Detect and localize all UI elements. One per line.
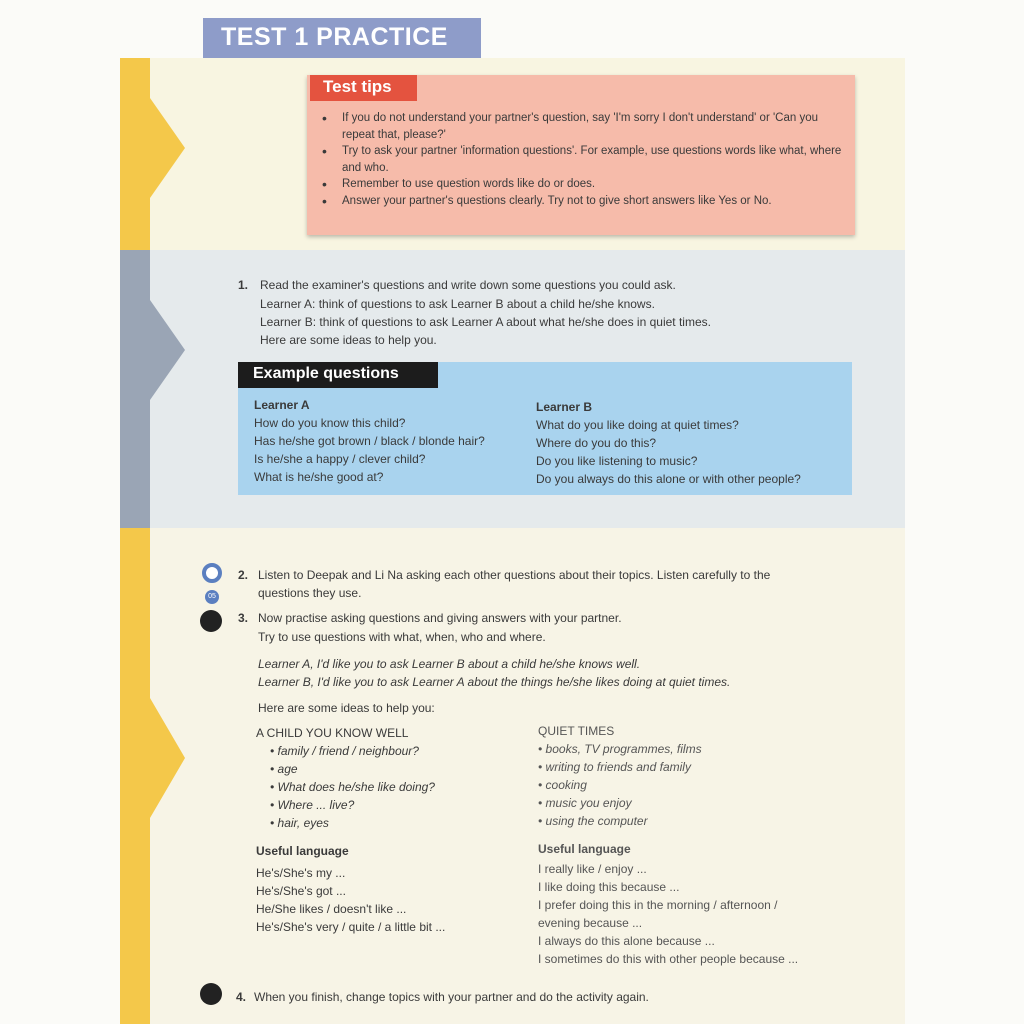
phrase: He/She likes / doesn't like ... [256,902,407,916]
idea-item: • music you enjoy [538,796,632,810]
phrase: He's/She's my ... [256,866,346,880]
phrase: I really like / enjoy ... [538,862,647,876]
arrow-marker [150,698,185,818]
idea-text: Where ... live? [277,798,355,812]
task4-text: When you finish, change topics with your partner and do the activity again. [254,990,649,1004]
question: Where do you do this? [536,436,657,450]
idea-text: writing to friends and family [545,760,691,774]
idea-item: • What does he/she like doing? [270,780,435,794]
track-number-badge: 05 [205,590,219,604]
learner-a-questions [254,396,485,486]
idea-text: hair, eyes [277,816,329,830]
phrase: I like doing this because ... [538,880,680,894]
section-strip [120,58,150,250]
question: Is he/she a happy / clever child? [254,452,426,466]
idea-text: cooking [545,778,587,792]
section-strip [120,528,150,1024]
idea-item: • writing to friends and family [538,760,691,774]
examiner-prompt: Learner A, I'd like you to ask Learner B about a child he/she knows well. [258,657,641,671]
column-heading: Learner A [254,398,310,412]
topic-heading: QUIET TIMES [538,724,615,738]
idea-text: family / friend / neighbour? [277,744,419,758]
phrase: He's/She's got ... [256,884,346,898]
tips-list [318,110,848,209]
task1-line: Learner B: think of questions to ask Learner A about what he/she does in quiet times. [260,315,711,329]
idea-text: books, TV programmes, films [545,742,702,756]
idea-text: using the computer [545,814,648,828]
arrow-marker [150,300,185,400]
idea-list [256,742,445,832]
column-heading: Learner B [536,400,593,414]
idea-list [538,740,798,830]
question: Has he/she got brown / black / blonde hair? [254,434,485,448]
example-questions-label: Example questions [238,362,438,388]
task2-line: questions they use. [258,586,362,600]
child-topic-column [256,724,445,936]
task-number: 3. [238,611,249,625]
tip-item: • Try to ask your partner 'information questions'. For example, use questions words like what, where and who. [318,143,848,176]
quiet-times-column [538,722,798,968]
test-tips-label: Test tips [310,75,417,101]
task1-line: Learner A: think of questions to ask Learner B about a child he/she knows. [260,297,655,311]
pair-work-icon [200,610,222,632]
idea-text: age [277,762,298,776]
section-strip [120,250,150,528]
question: Do you like listening to music? [536,454,698,468]
task-number: 4. [236,990,247,1004]
phrase: He's/She's very / quite / a little bit ... [256,920,446,934]
topic-heading: A CHILD YOU KNOW WELL [256,726,409,740]
task1-line: Read the examiner's questions and write down some questions you could ask. [260,278,676,292]
question: What do you like doing at quiet times? [536,418,739,432]
task1-line: Here are some ideas to help you. [260,333,437,347]
task2-line: Listen to Deepak and Li Na asking each other questions about their topics. Listen carefully to the [258,568,771,582]
tip-item: • If you do not understand your partner's question, say 'I'm sorry I don't understand' or 'Can you repeat that, please?' [318,110,848,143]
idea-item: • age [270,762,298,776]
useful-language-heading: Useful language [256,844,349,858]
idea-item: • family / friend / neighbour? [270,744,419,758]
idea-text: music you enjoy [545,796,632,810]
idea-item: • books, TV programmes, films [538,742,702,756]
task-number: 2. [238,568,249,582]
page-title: TEST 1 PRACTICE [203,18,481,58]
examiner-prompt: Learner B, I'd like you to ask Learner A about the things he/she likes doing at quiet times. [258,675,731,689]
task-number: 1. [238,278,249,292]
tip-item: • Remember to use question words like do or does. [318,176,848,193]
ideas-intro: Here are some ideas to help you: [258,701,435,715]
useful-language-heading: Useful language [538,842,631,856]
question: What is he/she good at? [254,470,384,484]
phrase: I prefer doing this in the morning / afternoon / [538,898,778,912]
audio-headphones-icon [202,563,222,583]
idea-text: What does he/she like doing? [277,780,435,794]
phrase: evening because ... [538,916,643,930]
question: Do you always do this alone or with other people? [536,472,801,486]
idea-item: • cooking [538,778,587,792]
idea-item: • hair, eyes [270,816,329,830]
phrase: I always do this alone because ... [538,934,715,948]
phrase: I sometimes do this with other people because ... [538,952,799,966]
task3-line: Now practise asking questions and giving answers with your partner. [258,611,622,625]
pair-work-icon [200,983,222,1005]
task3-line: Try to use questions with what, when, who and where. [258,630,546,644]
learner-b-questions [536,398,801,488]
question: How do you know this child? [254,416,406,430]
tip-item: • Answer your partner's questions clearly. Try not to give short answers like Yes or No. [318,193,848,210]
idea-item: • Where ... live? [270,798,355,812]
arrow-marker [150,98,185,198]
idea-item: • using the computer [538,814,648,828]
